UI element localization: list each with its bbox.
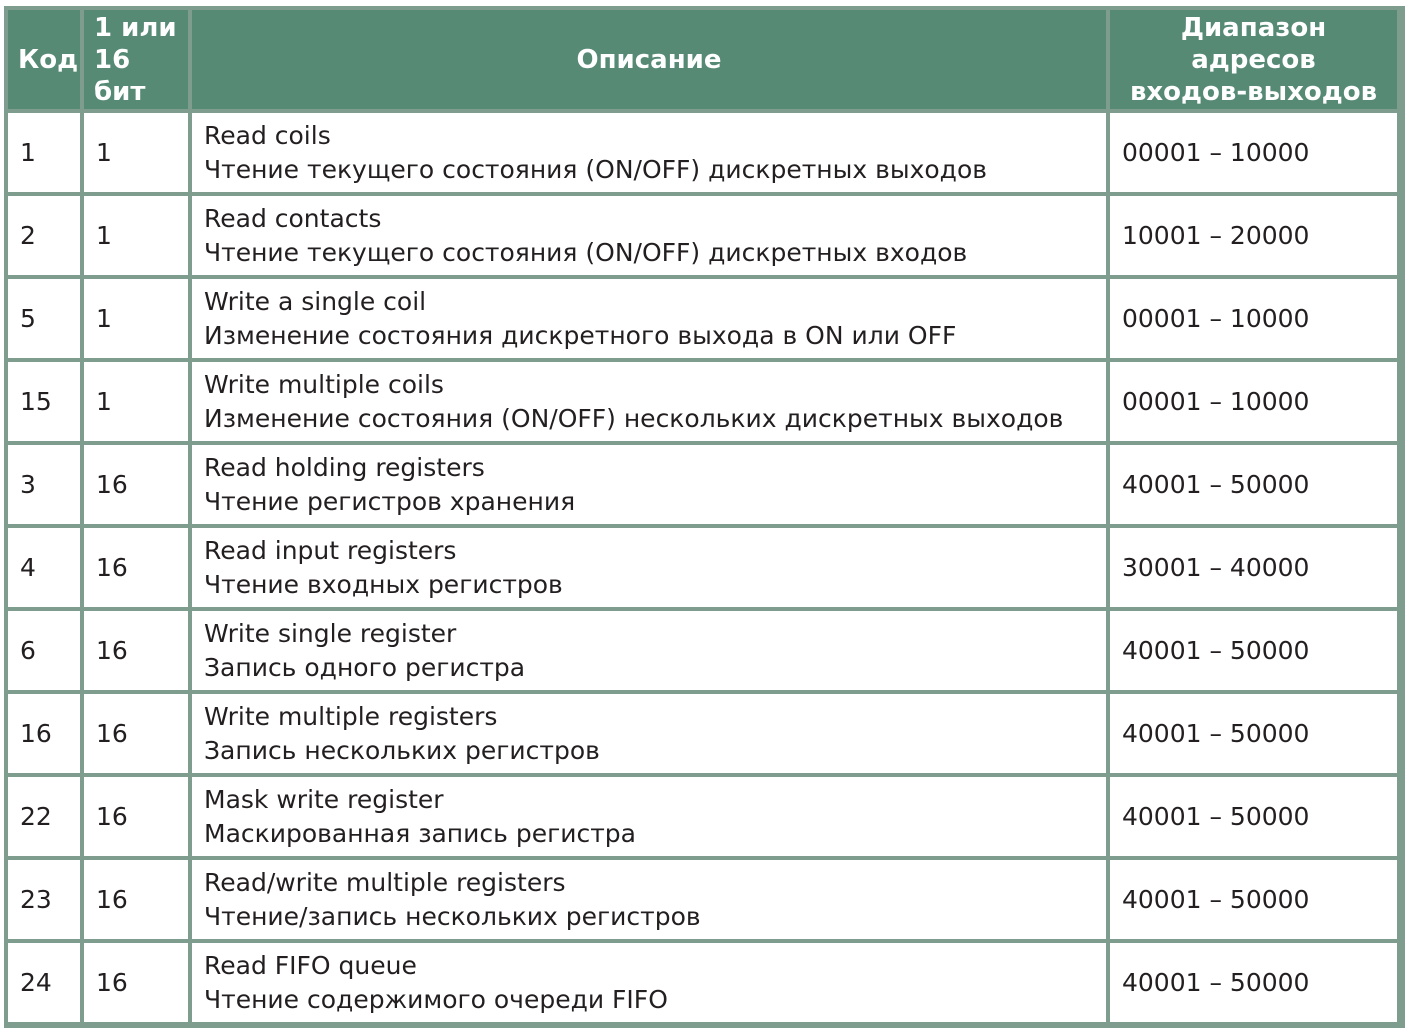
function-description: Запись одного регистра	[204, 652, 526, 682]
cell-bits: 1	[84, 362, 188, 441]
table-row	[8, 777, 1397, 856]
table-row	[8, 611, 1397, 690]
table-row	[8, 196, 1397, 275]
function-description: Чтение содержимого очереди FIFO	[204, 984, 668, 1014]
function-name: Read/write multiple registers	[204, 867, 566, 897]
function-name: Read holding registers	[204, 452, 485, 482]
table-row	[8, 528, 1397, 607]
cell-address-range: 40001 – 50000	[1110, 860, 1397, 939]
function-description: Чтение/запись нескольких регистров	[204, 901, 701, 931]
table-row	[8, 279, 1397, 358]
cell-description	[192, 777, 1106, 856]
cell-bits: 16	[84, 943, 188, 1022]
cell-bits: 16	[84, 694, 188, 773]
cell-description	[192, 528, 1106, 607]
cell-code: 16	[8, 694, 80, 773]
function-description: Чтение входных регистров	[204, 569, 563, 599]
cell-bits: 16	[84, 528, 188, 607]
function-name: Read contacts	[204, 203, 382, 233]
cell-code: 22	[8, 777, 80, 856]
function-description: Запись нескольких регистров	[204, 735, 600, 765]
cell-bits: 16	[84, 860, 188, 939]
cell-code: 5	[8, 279, 80, 358]
cell-code: 3	[8, 445, 80, 524]
cell-bits: 16	[84, 445, 188, 524]
header-bits-line2: 16 бит	[94, 44, 146, 107]
header-bits	[84, 10, 188, 109]
cell-code: 23	[8, 860, 80, 939]
cell-description	[192, 113, 1106, 192]
cell-description	[192, 445, 1106, 524]
function-name: Write multiple registers	[204, 701, 498, 731]
function-name: Mask write register	[204, 784, 444, 814]
cell-code: 24	[8, 943, 80, 1022]
function-description: Чтение текущего состояния (ON/OFF) дискретных выходов	[204, 154, 987, 184]
cell-description	[192, 279, 1106, 358]
cell-address-range: 00001 – 10000	[1110, 362, 1397, 441]
cell-description	[192, 943, 1106, 1022]
cell-bits: 16	[84, 777, 188, 856]
table-frame	[4, 6, 1405, 1028]
cell-address-range: 40001 – 50000	[1110, 694, 1397, 773]
cell-description	[192, 362, 1106, 441]
cell-bits: 1	[84, 113, 188, 192]
header-range-line1: Диапазон адресов	[1180, 12, 1327, 75]
function-description: Чтение текущего состояния (ON/OFF) дискретных входов	[204, 237, 968, 267]
cell-description	[192, 860, 1106, 939]
function-description: Изменение состояния дискретного выхода в ON или OFF	[204, 320, 957, 350]
cell-code: 15	[8, 362, 80, 441]
function-description: Чтение регистров хранения	[204, 486, 576, 516]
cell-code: 6	[8, 611, 80, 690]
header-range-line2: входов-выходов	[1129, 76, 1378, 107]
cell-description	[192, 196, 1106, 275]
function-name: Write a single coil	[204, 286, 427, 316]
table-row	[8, 943, 1397, 1022]
function-description: Изменение состояния (ON/OFF) нескольких дискретных выходов	[204, 403, 1064, 433]
header-bits-line1: 1 или	[94, 12, 177, 43]
modbus-function-table	[4, 6, 1401, 1026]
function-name: Read input registers	[204, 535, 457, 565]
cell-address-range: 40001 – 50000	[1110, 611, 1397, 690]
cell-bits: 1	[84, 196, 188, 275]
cell-address-range: 00001 – 10000	[1110, 279, 1397, 358]
cell-address-range: 30001 – 40000	[1110, 528, 1397, 607]
table-row	[8, 362, 1397, 441]
cell-description	[192, 611, 1106, 690]
function-name: Read FIFO queue	[204, 950, 417, 980]
cell-address-range: 10001 – 20000	[1110, 196, 1397, 275]
table-row	[8, 860, 1397, 939]
function-name: Read coils	[204, 120, 331, 150]
header-description: Описание	[192, 10, 1106, 109]
table-row	[8, 445, 1397, 524]
cell-address-range: 40001 – 50000	[1110, 777, 1397, 856]
table-header-row	[8, 10, 1397, 109]
cell-description	[192, 694, 1106, 773]
cell-address-range: 40001 – 50000	[1110, 445, 1397, 524]
cell-code: 2	[8, 196, 80, 275]
table-row	[8, 694, 1397, 773]
cell-bits: 16	[84, 611, 188, 690]
function-name: Write multiple coils	[204, 369, 444, 399]
header-range	[1110, 10, 1397, 109]
cell-code: 4	[8, 528, 80, 607]
header-code: Код	[8, 10, 80, 109]
function-description: Маскированная запись регистра	[204, 818, 636, 848]
cell-code: 1	[8, 113, 80, 192]
cell-address-range: 40001 – 50000	[1110, 943, 1397, 1022]
cell-bits: 1	[84, 279, 188, 358]
table-body	[8, 113, 1397, 1022]
function-name: Write single register	[204, 618, 457, 648]
cell-address-range: 00001 – 10000	[1110, 113, 1397, 192]
table-row	[8, 113, 1397, 192]
